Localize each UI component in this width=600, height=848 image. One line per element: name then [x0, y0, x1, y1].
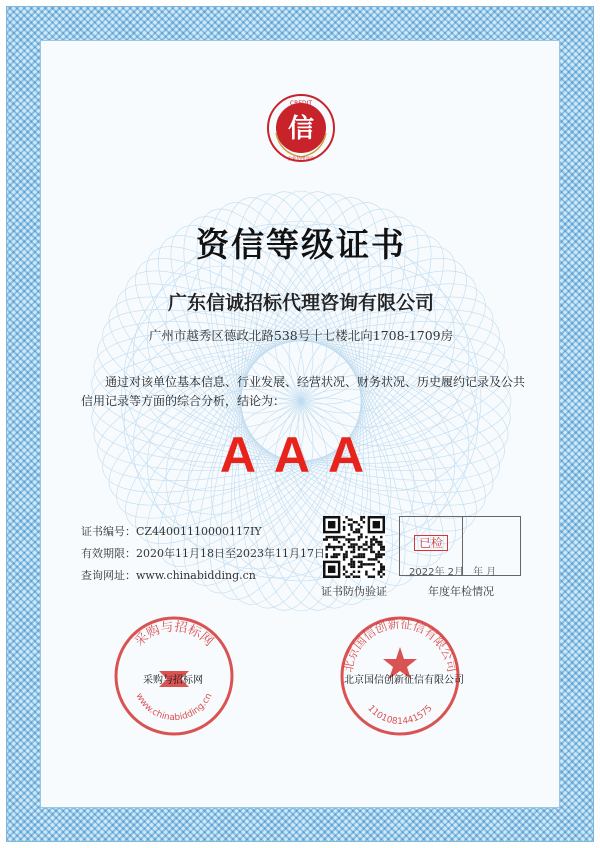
certificate-title: 资信等级证书	[196, 225, 406, 264]
company-name: 广东信诚招标代理咨询有限公司	[167, 292, 434, 314]
credit-emblem-icon	[266, 93, 336, 163]
seal-left-arc-text: 采购与招标网	[132, 619, 216, 650]
emblem-bottom-text: 企业信用评价	[287, 157, 315, 162]
assessment-statement: 通过对该单位基本信息、行业发展、经营状况、财务状况、历史履约记录及公共信用记录等方面的综合分析，结论为：	[81, 375, 526, 408]
checked-stamp: 已检	[414, 535, 448, 551]
credit-rating: AAA	[219, 427, 383, 483]
svg-text:采购与招标网	[132, 619, 216, 650]
validity-period: 有效期限：2020年11月18日至2023年11月17日	[81, 547, 325, 560]
emblem-center-char: 信	[287, 114, 315, 144]
annual-check-label: 年度年检情况	[428, 585, 494, 598]
qr-code-icon[interactable]	[323, 516, 385, 578]
company-address: 广州市越秀区德政北路538号十七楼北向1708-1709房	[148, 328, 454, 343]
svg-text:www.chinabidding.cn	[133, 692, 214, 723]
seal-left-label: 采购与招标网	[143, 675, 203, 686]
seal-right-arc-text: 北京国信创新征信有限公司	[340, 616, 460, 674]
svg-text:1101081441575	[365, 704, 434, 727]
seal-right-bottom-text: 1101081441575	[365, 703, 435, 727]
query-url[interactable]: 查询网址：www.chinabidding.cn	[81, 569, 256, 582]
certificate-body	[40, 40, 560, 808]
seal-right-label: 北京国信创新征信有限公司	[344, 675, 464, 686]
emblem-arc-text: CREDIT	[289, 100, 313, 107]
qr-label: 证书防伪验证	[321, 585, 387, 598]
certificate-number: 证书编号：CZ44001110000117IY	[81, 525, 262, 538]
annual-check-year: 2022年 2月	[409, 567, 464, 578]
annual-check-month: 年 月	[473, 567, 497, 578]
seal-left-bottom-text: www.chinabidding.cn	[133, 691, 215, 724]
